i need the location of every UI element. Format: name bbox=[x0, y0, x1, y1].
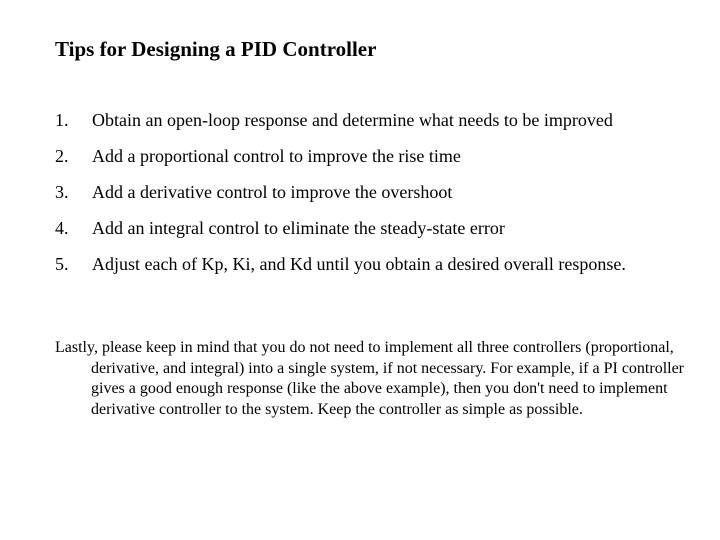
step-item bbox=[55, 144, 695, 180]
step-text: Obtain an open-loop response and determine what needs to be improved bbox=[92, 110, 613, 130]
step-text: Add a derivative control to improve the overshoot bbox=[92, 182, 453, 202]
step-number: 3. bbox=[55, 182, 69, 202]
step-item bbox=[55, 108, 695, 144]
step-text: Add a proportional control to improve the rise time bbox=[92, 146, 461, 166]
step-number: 1. bbox=[55, 110, 69, 130]
step-text: Adjust each of Kp, Ki, and Kd until you obtain a desired overall response. bbox=[92, 254, 626, 274]
closing-note: Lastly, please keep in mind that you do not need to implement all three controllers (proportional, derivative, and integral) into a single system, if not necessary. For example, if a PI controller gives a good enough response (like the above example), then you don't need to implement derivative controller to the system. Keep the controller as simple as possible. bbox=[55, 339, 685, 418]
step-number: 4. bbox=[55, 218, 69, 238]
step-item bbox=[55, 216, 695, 252]
step-text: Add an integral control to eliminate the steady-state error bbox=[92, 218, 505, 238]
slide-title: Tips for Designing a PID Controller bbox=[55, 37, 377, 61]
step-item bbox=[55, 180, 695, 216]
step-number: 2. bbox=[55, 146, 69, 166]
step-number: 5. bbox=[55, 254, 69, 274]
step-item bbox=[55, 252, 695, 288]
steps-list bbox=[55, 108, 695, 288]
